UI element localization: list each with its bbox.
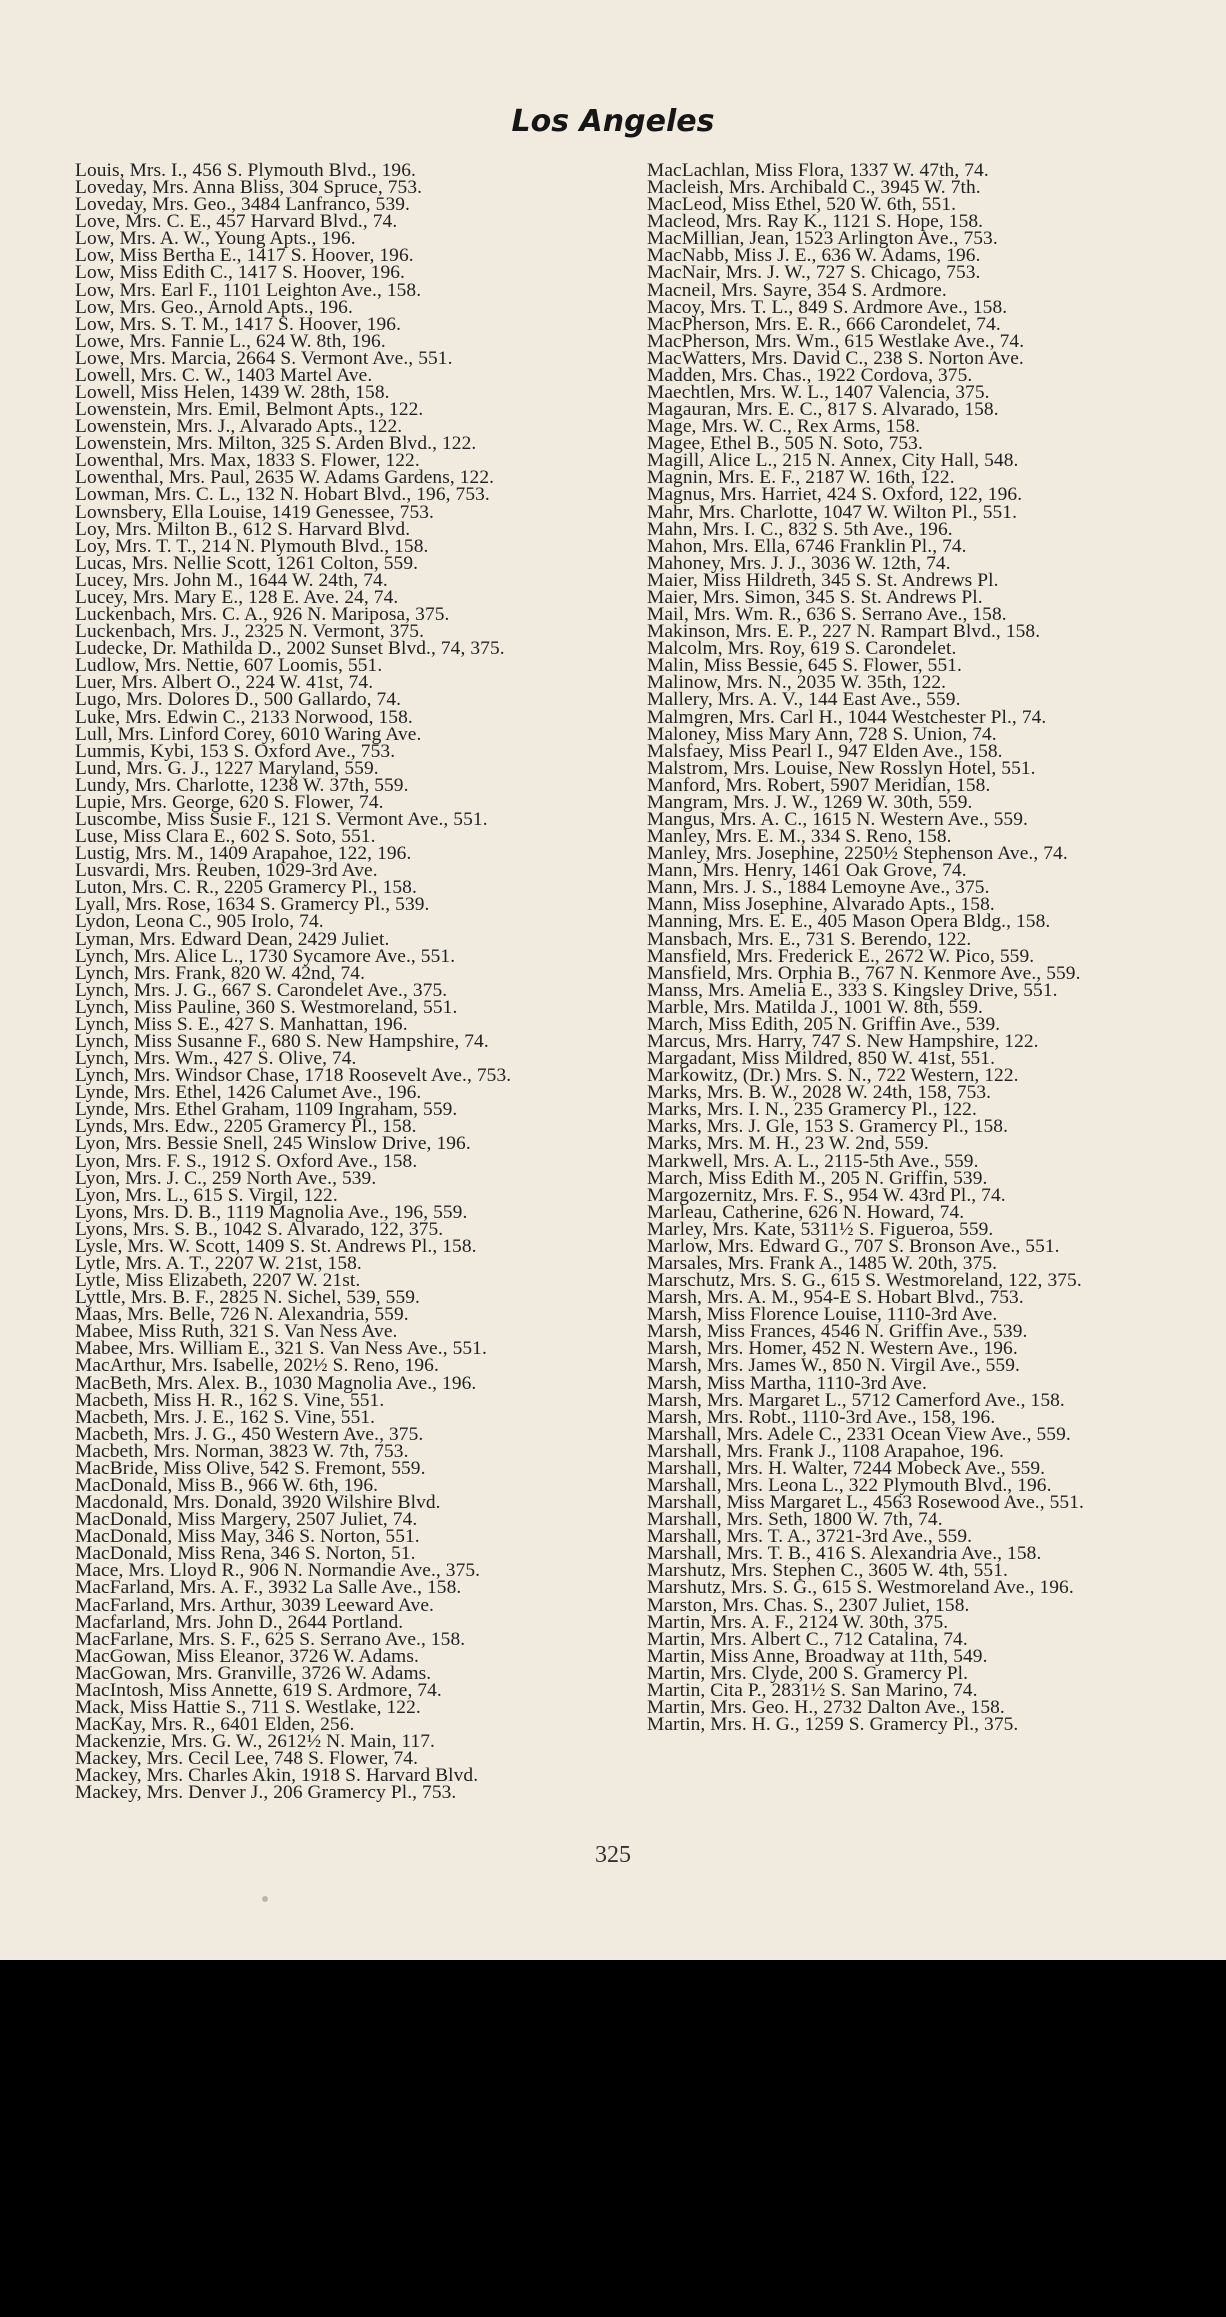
page-title: Los Angeles [511, 104, 715, 139]
directory-entry: MacNair, Mrs. J. W., 727 S. Chicago, 753. [647, 262, 981, 284]
directory-entry: Lustig, Mrs. M., 1409 Arapahoe, 122, 196. [75, 843, 412, 865]
directory-entry: Martin, Mrs. A. F., 2124 W. 30th, 375. [647, 1611, 949, 1633]
directory-entry: Mackenzie, Mrs. G. W., 2612½ N. Main, 117. [75, 1731, 436, 1753]
directory-entry: Lynch, Miss Pauline, 360 S. Westmoreland, 551. [75, 996, 458, 1018]
directory-entry: Mage, Mrs. W. C., Rex Arms, 158. [647, 416, 921, 438]
directory-entry: Lowell, Miss Helen, 1439 W. 28th, 158. [75, 382, 390, 404]
directory-entry: MacPherson, Mrs. Wm., 615 Westlake Ave., 74. [647, 330, 1025, 352]
directory-entry: Martin, Mrs. Geo. H., 2732 Dalton Ave., 158. [647, 1697, 1005, 1719]
directory-entry: Martin, Mrs. Albert C., 712 Catalina, 74. [647, 1628, 968, 1650]
directory-entry: Mabee, Miss Ruth, 321 S. Van Ness Ave. [75, 1321, 398, 1343]
directory-entry: Marsh, Mrs. James W., 850 N. Virgil Ave., 559. [647, 1355, 1020, 1377]
directory-entry: Lund, Mrs. G. J., 1227 Maryland, 559. [75, 757, 379, 779]
directory-entry: Mabee, Mrs. William E., 321 S. Van Ness Ave., 551. [75, 1338, 487, 1360]
directory-entry: Love, Mrs. C. E., 457 Harvard Blvd., 74. [75, 211, 398, 233]
directory-entry: Low, Mrs. A. W., Young Apts., 196. [75, 228, 356, 250]
directory-entry: Mackey, Mrs. Denver J., 206 Gramercy Pl., 753. [75, 1782, 457, 1804]
paper-speck [262, 1896, 268, 1902]
directory-entry: March, Miss Edith M., 205 N. Griffin, 539. [647, 1167, 988, 1189]
directory-entry: Marshall, Mrs. T. B., 416 S. Alexandria Ave., 158. [647, 1543, 1042, 1565]
directory-entry: Marcus, Mrs. Harry, 747 S. New Hampshire, 122. [647, 1030, 1039, 1052]
directory-entry: MacMillian, Jean, 1523 Arlington Ave., 753. [647, 228, 998, 250]
directory-entry: Mann, Mrs. Henry, 1461 Oak Grove, 74. [647, 860, 967, 882]
directory-entry: Luke, Mrs. Edwin C., 2133 Norwood, 158. [75, 706, 413, 728]
directory-entry: Loveday, Mrs. Geo., 3484 Lanfranco, 539. [75, 194, 410, 216]
directory-entry: Mansfield, Mrs. Orphia B., 767 N. Kenmore Ave., 559. [647, 962, 1081, 984]
directory-entry: Macbeth, Miss H. R., 162 S. Vine, 551. [75, 1389, 385, 1411]
directory-entry: Madden, Mrs. Chas., 1922 Cordova, 375. [647, 364, 973, 386]
directory-entry: Marschutz, Mrs. S. G., 615 S. Westmoreland, 122, 375. [647, 1270, 1082, 1292]
directory-entry: Lyon, Mrs. L., 615 S. Virgil, 122. [75, 1184, 338, 1206]
directory-entry: Low, Mrs. Geo., Arnold Apts., 196. [75, 296, 353, 318]
directory-entry: Maechtlen, Mrs. W. L., 1407 Valencia, 375. [647, 382, 990, 404]
directory-entry: Lynch, Mrs. Windsor Chase, 1718 Roosevelt Ave., 753. [75, 1065, 512, 1087]
directory-entry: Mackey, Mrs. Cecil Lee, 748 S. Flower, 74. [75, 1748, 419, 1770]
directory-entry: Malinow, Mrs. N., 2035 W. 35th, 122. [647, 672, 947, 694]
directory-entry: Maloney, Miss Mary Ann, 728 S. Union, 74. [647, 723, 997, 745]
page-number: 325 [595, 1842, 631, 1868]
directory-entry: Marsh, Mrs. A. M., 954-E S. Hobart Blvd., 753. [647, 1287, 1024, 1309]
directory-entry: Luton, Mrs. C. R., 2205 Gramercy Pl., 158. [75, 877, 417, 899]
directory-entry: Lytle, Miss Elizabeth, 2207 W. 21st. [75, 1270, 361, 1292]
directory-entry: Magill, Alice L., 215 N. Annex, City Hall, 548. [647, 450, 1019, 472]
directory-entry: Macbeth, Mrs. J. E., 162 S. Vine, 551. [75, 1406, 376, 1428]
directory-entry: Marsh, Mrs. Homer, 452 N. Western Ave., 196. [647, 1338, 1018, 1360]
directory-entry: Lusvardi, Mrs. Reuben, 1029-3rd Ave. [75, 860, 378, 882]
directory-entry: MacIntosh, Miss Annette, 619 S. Ardmore, 74. [75, 1679, 442, 1701]
directory-entry: Marks, Mrs. B. W., 2028 W. 24th, 158, 753. [647, 1082, 992, 1104]
directory-entry: Marlow, Mrs. Edward G., 707 S. Bronson Ave., 551. [647, 1235, 1060, 1257]
directory-entry: Lucas, Mrs. Nellie Scott, 1261 Colton, 559. [75, 552, 419, 574]
directory-entry: MacBride, Miss Olive, 542 S. Fremont, 559. [75, 1457, 426, 1479]
directory-entry: Marks, Mrs. I. N., 235 Gramercy Pl., 122. [647, 1099, 977, 1121]
directory-entry: Mahoney, Mrs. J. J., 3036 W. 12th, 74. [647, 552, 951, 574]
directory-entry: Lynch, Mrs. Alice L., 1730 Sycamore Ave., 551. [75, 945, 456, 967]
directory-entry: Loy, Mrs. Milton B., 612 S. Harvard Blvd. [75, 518, 411, 540]
directory-entry: Macleish, Mrs. Archibald C., 3945 W. 7th. [647, 177, 981, 199]
directory-entry: Marsh, Mrs. Margaret L., 5712 Camerford Ave., 158. [647, 1389, 1065, 1411]
directory-entry: Margadant, Miss Mildred, 850 W. 41st, 551. [647, 1048, 996, 1070]
directory-entry: Marble, Mrs. Matilda J., 1001 W. 8th, 559. [647, 996, 983, 1018]
directory-entry: Macdonald, Mrs. Donald, 3920 Wilshire Blvd. [75, 1492, 441, 1514]
directory-entry: Marshall, Mrs. Leona L., 322 Plymouth Blvd., 196. [647, 1475, 1052, 1497]
directory-entry: Marley, Mrs. Kate, 5311½ S. Figueroa, 559. [647, 1218, 994, 1240]
directory-entry: MacDonald, Miss Margery, 2507 Juliet, 74. [75, 1509, 418, 1531]
directory-entry: Mansfield, Mrs. Frederick E., 2672 W. Pico, 559. [647, 945, 1035, 967]
directory-entry: Mahn, Mrs. I. C., 832 S. 5th Ave., 196. [647, 518, 953, 540]
directory-entry: Luckenbach, Mrs. C. A., 926 N. Mariposa, 375. [75, 604, 450, 626]
directory-entry: Lucey, Mrs. John M., 1644 W. 24th, 74. [75, 569, 388, 591]
directory-entry: Mann, Miss Josephine, Alvarado Apts., 158. [647, 894, 995, 916]
directory-entry: Maier, Miss Hildreth, 345 S. St. Andrews Pl. [647, 569, 999, 591]
directory-entry: Martin, Mrs. H. G., 1259 S. Gramercy Pl., 375. [647, 1714, 1019, 1736]
directory-entry: MacFarland, Mrs. A. F., 3932 La Salle Ave., 158. [75, 1577, 462, 1599]
left-column [75, 162, 631, 1802]
directory-entry: MacLachlan, Miss Flora, 1337 W. 47th, 74. [647, 160, 989, 181]
directory-entry: Marshutz, Mrs. Stephen C., 3605 W. 4th, 551. [647, 1560, 1008, 1582]
directory-entry: Manford, Mrs. Robert, 5907 Meridian, 158. [647, 774, 991, 796]
directory-entry: Lytle, Mrs. A. T., 2207 W. 21st, 158. [75, 1253, 362, 1274]
directory-entry: MacFarland, Mrs. Arthur, 3039 Leeward Ave. [75, 1594, 435, 1616]
directory-entry: Mackey, Mrs. Charles Akin, 1918 S. Harvard Blvd. [75, 1765, 479, 1787]
directory-entry: Macleod, Mrs. Ray K., 1121 S. Hope, 158. [647, 211, 984, 233]
directory-entry: MacBeth, Mrs. Alex. B., 1030 Magnolia Ave., 196. [75, 1372, 477, 1394]
directory-entry: Mack, Miss Hattie S., 711 S. Westlake, 122. [75, 1697, 421, 1719]
directory-entry: Low, Mrs. S. T. M., 1417 S. Hoover, 196. [75, 313, 402, 335]
directory-entry: Lyall, Mrs. Rose, 1634 S. Gramercy Pl., 539. [75, 894, 430, 916]
directory-entry: Lyons, Mrs. S. B., 1042 S. Alvarado, 122, 375. [75, 1218, 444, 1240]
directory-entry: Low, Mrs. Earl F., 1101 Leighton Ave., 158. [75, 279, 422, 301]
directory-entry: Lowe, Mrs. Marcia, 2664 S. Vermont Ave., 551. [75, 347, 453, 369]
directory-entry: Lummis, Kybi, 153 S. Oxford Ave., 753. [75, 740, 396, 762]
directory-entry: Marleau, Catherine, 626 N. Howard, 74. [647, 1201, 965, 1223]
directory-entry: Marshall, Mrs. T. A., 3721-3rd Ave., 559. [647, 1526, 973, 1548]
directory-entry: Lownsbery, Ella Louise, 1419 Genessee, 753. [75, 501, 434, 523]
directory-entry: Manss, Mrs. Amelia E., 333 S. Kingsley Drive, 551. [647, 979, 1058, 1001]
directory-entry: Malcolm, Mrs. Roy, 619 S. Carondelet. [647, 638, 957, 660]
directory-entry: Mace, Mrs. Lloyd R., 906 N. Normandie Ave., 375. [75, 1560, 481, 1582]
directory-entry: Marshall, Mrs. H. Walter, 7244 Mobeck Ave., 559. [647, 1457, 1046, 1479]
directory-entry: Mahon, Mrs. Ella, 6746 Franklin Pl., 74. [647, 535, 967, 557]
directory-entry: Lyon, Mrs. F. S., 1912 S. Oxford Ave., 158. [75, 1150, 418, 1172]
directory-entry: Margozernitz, Mrs. F. S., 954 W. 43rd Pl., 74. [647, 1184, 1006, 1206]
directory-entry: Marsh, Miss Martha, 1110-3rd Ave. [647, 1372, 927, 1394]
directory-entry: Lowenstein, Mrs. J., Alvarado Apts., 122. [75, 416, 403, 438]
directory-entry: Lowman, Mrs. C. L., 132 N. Hobart Blvd., 196, 753. [75, 484, 490, 506]
directory-entry: MacArthur, Mrs. Isabelle, 202½ S. Reno, 196. [75, 1355, 439, 1377]
directory-entry: Mangram, Mrs. J. W., 1269 W. 30th, 559. [647, 791, 973, 813]
directory-entry: MacWatters, Mrs. David C., 238 S. Norton Ave. [647, 347, 1024, 369]
directory-entry: Lynch, Miss Susanne F., 680 S. New Hampshire, 74. [75, 1030, 489, 1052]
directory-entry: Luckenbach, Mrs. J., 2325 N. Vermont, 375. [75, 621, 425, 643]
directory-entry: Lynch, Mrs. J. G., 667 S. Carondelet Ave., 375. [75, 979, 448, 1001]
directory-entry: Marshall, Mrs. Adele C., 2331 Ocean View Ave., 559. [647, 1423, 1071, 1445]
directory-entry: Lull, Mrs. Linford Corey, 6010 Waring Ave. [75, 723, 422, 745]
directory-entry: Luer, Mrs. Albert O., 224 W. 41st, 74. [75, 672, 374, 694]
directory-entry: Lynch, Miss S. E., 427 S. Manhattan, 196. [75, 1013, 408, 1035]
directory-entry: Maier, Mrs. Simon, 345 S. St. Andrews Pl. [647, 586, 983, 608]
directory-entry: Marston, Mrs. Chas. S., 2307 Juliet, 158. [647, 1594, 970, 1616]
directory-entry: Lynde, Mrs. Ethel Graham, 1109 Ingraham, 559. [75, 1099, 458, 1121]
directory-entry: Lyons, Mrs. D. B., 1119 Magnolia Ave., 196, 559. [75, 1201, 468, 1223]
directory-entry: Mangus, Mrs. A. C., 1615 N. Western Ave., 559. [647, 808, 1028, 830]
directory-entry: Lowenstein, Mrs. Emil, Belmont Apts., 122. [75, 399, 424, 421]
directory-entry: Lupie, Mrs. George, 620 S. Flower, 74. [75, 791, 384, 813]
directory-entry: Ludecke, Dr. Mathilda D., 2002 Sunset Blvd., 74, 375. [75, 638, 505, 660]
right-column [647, 160, 1203, 1736]
directory-entry: Manley, Mrs. E. M., 334 S. Reno, 158. [647, 826, 952, 848]
directory-entry: Lugo, Mrs. Dolores D., 500 Gallardo, 74. [75, 689, 402, 711]
directory-entry: Maas, Mrs. Belle, 726 N. Alexandria, 559. [75, 1304, 409, 1326]
directory-entry: Lyman, Mrs. Edward Dean, 2429 Juliet. [75, 928, 390, 950]
directory-entry: Marshutz, Mrs. S. G., 615 S. Westmoreland Ave., 196. [647, 1577, 1074, 1599]
directory-entry: Malmgren, Mrs. Carl H., 1044 Westchester Pl., 74. [647, 706, 1047, 728]
directory-entry: Magauran, Mrs. E. C., 817 S. Alvarado, 158. [647, 399, 999, 421]
directory-entry: MacPherson, Mrs. E. R., 666 Carondelet, 74. [647, 313, 1001, 335]
directory-entry: Loveday, Mrs. Anna Bliss, 304 Spruce, 753. [75, 177, 423, 199]
directory-entry: Magee, Ethel B., 505 N. Soto, 753. [647, 433, 923, 455]
directory-entry: Markowitz, (Dr.) Mrs. S. N., 722 Western, 122. [647, 1065, 1019, 1087]
directory-entry: Macbeth, Mrs. J. G., 450 Western Ave., 375. [75, 1423, 424, 1445]
directory-entry: Lowenthal, Mrs. Paul, 2635 W. Adams Gardens, 122. [75, 467, 495, 489]
directory-entry: Lowenthal, Mrs. Max, 1833 S. Flower, 122. [75, 450, 420, 472]
directory-entry: Lynch, Mrs. Frank, 820 W. 42nd, 74. [75, 962, 366, 984]
directory-entry: Marsales, Mrs. Frank A., 1485 W. 20th, 375. [647, 1253, 998, 1274]
directory-entry: Macoy, Mrs. T. L., 849 S. Ardmore Ave., 158. [647, 296, 1008, 318]
directory-entry: Loy, Mrs. T. T., 214 N. Plymouth Blvd., 158. [75, 535, 429, 557]
directory-entry: Marshall, Mrs. Frank J., 1108 Arapahoe, 196. [647, 1440, 1004, 1462]
directory-entry: Louis, Mrs. I., 456 S. Plymouth Blvd., 196. [75, 160, 416, 181]
directory-entry: Mallery, Mrs. A. V., 144 East Ave., 559. [647, 689, 961, 711]
directory-entry: Manning, Mrs. E. E., 405 Mason Opera Bldg., 158. [647, 911, 1051, 933]
directory-entry: MacGowan, Mrs. Granville, 3726 W. Adams. [75, 1662, 432, 1684]
directory-entry: Lowell, Mrs. C. W., 1403 Martel Ave. [75, 364, 373, 386]
directory-entry: Marks, Mrs. J. Gle, 153 S. Gramercy Pl., 158. [647, 1116, 1009, 1138]
directory-entry: Macneil, Mrs. Sayre, 354 S. Ardmore. [647, 279, 947, 301]
directory-entry: Marshall, Miss Margaret L., 4563 Rosewood Ave., 551. [647, 1492, 1084, 1514]
directory-entry: Lowe, Mrs. Fannie L., 624 W. 8th, 196. [75, 330, 386, 352]
directory-entry: Macfarland, Mrs. John D., 2644 Portland. [75, 1611, 404, 1633]
directory-entry: Magnin, Mrs. E. F., 2187 W. 16th, 122. [647, 467, 955, 489]
directory-entry: Low, Miss Bertha E., 1417 S. Hoover, 196. [75, 245, 414, 267]
directory-entry: Martin, Cita P., 2831½ S. San Marino, 74. [647, 1679, 978, 1701]
directory-entry: MacFarlane, Mrs. S. F., 625 S. Serrano Ave., 158. [75, 1628, 466, 1650]
directory-entry: MacLeod, Miss Ethel, 520 W. 6th, 551. [647, 194, 957, 216]
directory-entry: Lyon, Mrs. J. C., 259 North Ave., 539. [75, 1167, 377, 1189]
directory-entry: Lynde, Mrs. Ethel, 1426 Calumet Ave., 196. [75, 1082, 422, 1104]
directory-entry: MacDonald, Miss B., 966 W. 6th, 196. [75, 1475, 379, 1497]
directory-entry: Lyon, Mrs. Bessie Snell, 245 Winslow Drive, 196. [75, 1133, 471, 1155]
directory-entry: Low, Miss Edith C., 1417 S. Hoover, 196. [75, 262, 405, 284]
directory-entry: Marks, Mrs. M. H., 23 W. 2nd, 559. [647, 1133, 929, 1155]
directory-entry: Mann, Mrs. J. S., 1884 Lemoyne Ave., 375. [647, 877, 990, 899]
directory-entry: Makinson, Mrs. E. P., 227 N. Rampart Blvd., 158. [647, 621, 1041, 643]
directory-entry: Lynch, Mrs. Wm., 427 S. Olive, 74. [75, 1048, 357, 1070]
directory-entry: Malsfaey, Miss Pearl I., 947 Elden Ave., 158. [647, 740, 1003, 762]
directory-entry: Luse, Miss Clara E., 602 S. Soto, 551. [75, 826, 376, 848]
directory-entry: Lydon, Leona C., 905 Irolo, 74. [75, 911, 324, 933]
directory-entry: Manley, Mrs. Josephine, 2250½ Stephenson Ave., 74. [647, 843, 1068, 865]
directory-entry: Mansbach, Mrs. E., 731 S. Berendo, 122. [647, 928, 972, 950]
directory-entry: Marsh, Miss Frances, 4546 N. Griffin Ave., 539. [647, 1321, 1028, 1343]
directory-entry: Lynds, Mrs. Edw., 2205 Gramercy Pl., 158. [75, 1116, 417, 1138]
directory-entry: Lysle, Mrs. W. Scott, 1409 S. St. Andrews Pl., 158. [75, 1235, 477, 1257]
directory-entry: Magnus, Mrs. Harriet, 424 S. Oxford, 122, 196. [647, 484, 1023, 506]
directory-entry: MacGowan, Miss Eleanor, 3726 W. Adams. [75, 1645, 419, 1667]
directory-entry: Lowenstein, Mrs. Milton, 325 S. Arden Blvd., 122. [75, 433, 477, 455]
directory-entry: MacDonald, Miss May, 346 S. Norton, 551. [75, 1526, 420, 1548]
directory-entry: March, Miss Edith, 205 N. Griffin Ave., 539. [647, 1013, 1001, 1035]
directory-entry: Malstrom, Mrs. Louise, New Rosslyn Hotel, 551. [647, 757, 1036, 779]
directory-entry: Mahr, Mrs. Charlotte, 1047 W. Wilton Pl., 551. [647, 501, 1018, 523]
directory-entry: Martin, Miss Anne, Broadway at 11th, 549. [647, 1645, 988, 1667]
directory-entry: Lundy, Mrs. Charlotte, 1238 W. 37th, 559. [75, 774, 409, 796]
directory-entry: MacKay, Mrs. R., 6401 Elden, 256. [75, 1714, 355, 1736]
directory-entry: Macbeth, Mrs. Norman, 3823 W. 7th, 753. [75, 1440, 409, 1462]
directory-entry: Lyttle, Mrs. B. F., 2825 N. Sichel, 539, 559. [75, 1287, 420, 1309]
directory-entry: MacDonald, Miss Rena, 346 S. Norton, 51. [75, 1543, 416, 1565]
directory-entry: Malin, Miss Bessie, 645 S. Flower, 551. [647, 655, 963, 677]
directory-entry: Ludlow, Mrs. Nettie, 607 Loomis, 551. [75, 655, 383, 677]
directory-entry: Martin, Mrs. Clyde, 200 S. Gramercy Pl. [647, 1662, 969, 1684]
directory-entry: Mail, Mrs. Wm. R., 636 S. Serrano Ave., 158. [647, 604, 1007, 626]
directory-entry: MacNabb, Miss J. E., 636 W. Adams, 196. [647, 245, 981, 267]
directory-entry: Marsh, Miss Florence Louise, 1110-3rd Ave. [647, 1304, 998, 1326]
directory-entry: Luscombe, Miss Susie F., 121 S. Vermont Ave., 551. [75, 808, 488, 830]
directory-entry: Markwell, Mrs. A. L., 2115-5th Ave., 559. [647, 1150, 979, 1172]
directory-entry: Marshall, Mrs. Seth, 1800 W. 7th, 74. [647, 1509, 943, 1531]
directory-entry: Marsh, Mrs. Robt., 1110-3rd Ave., 158, 196. [647, 1406, 996, 1428]
directory-entry: Lucey, Mrs. Mary E., 128 E. Ave. 24, 74. [75, 586, 399, 608]
